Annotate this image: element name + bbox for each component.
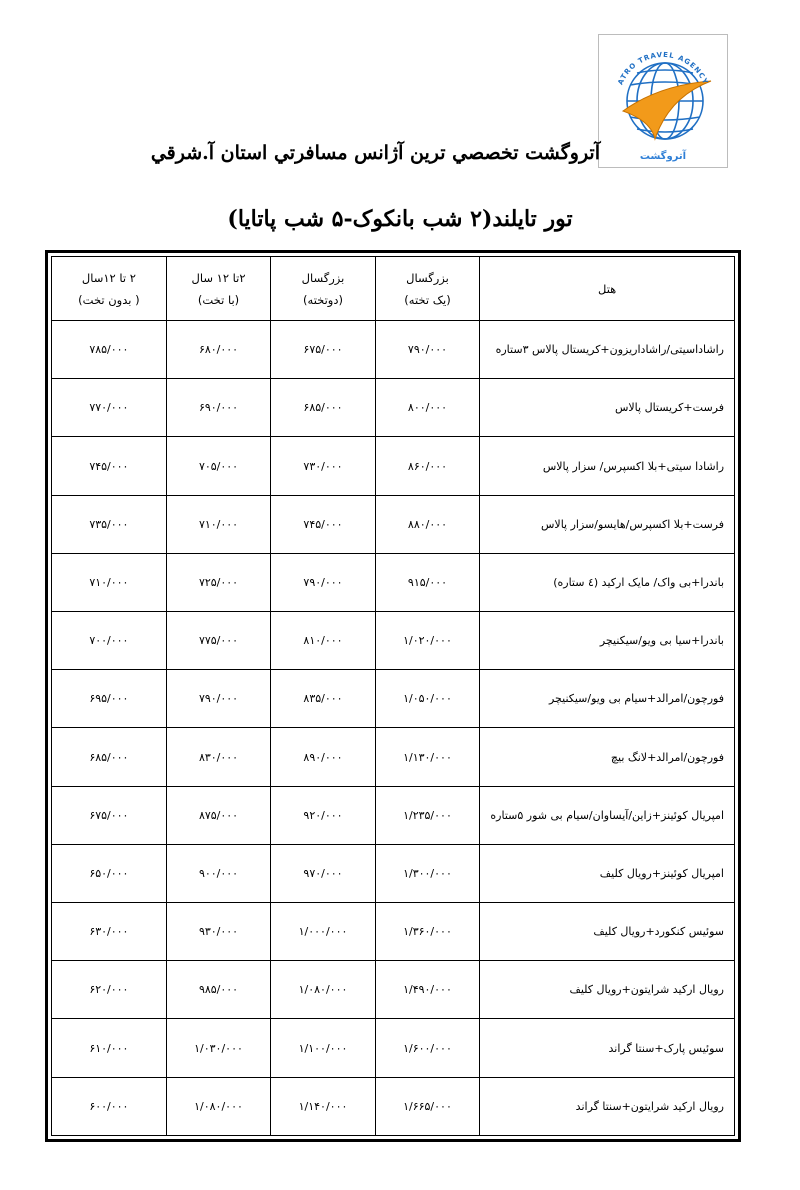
- price-child-no-bed: ۷۷۰/۰۰۰: [52, 379, 167, 437]
- price-child-no-bed: ۶۷۵/۰۰۰: [52, 786, 167, 844]
- table-row: [52, 1077, 735, 1135]
- agency-title: آتروگشت تخصصي ترين آژانس مسافرتي استان آ.شرقي: [150, 142, 600, 164]
- price-adult-double: ۸۹۰/۰۰۰: [271, 728, 375, 786]
- hotel-cell: فورچون/امرالد+لانگ بیچ: [480, 728, 735, 786]
- hotel-cell: باندرا+بی واک/ مایک ارکید (٤ ستاره): [480, 553, 735, 611]
- price-child-no-bed: ۶۹۵/۰۰۰: [52, 670, 167, 728]
- price-adult-single: ۱/۱۳۰/۰۰۰: [375, 728, 479, 786]
- price-adult-double: ۸۱۰/۰۰۰: [271, 612, 375, 670]
- price-adult-single: ۸۸۰/۰۰۰: [375, 495, 479, 553]
- price-adult-double: ۷۹۰/۰۰۰: [271, 553, 375, 611]
- hotel-cell: فرست+بلا اکسپرس/هایسو/سزار پالاس: [480, 495, 735, 553]
- header-sublabel: (یک تخته): [404, 292, 451, 307]
- table-row: [52, 495, 735, 553]
- price-child-with-bed: ۷۷۵/۰۰۰: [166, 612, 270, 670]
- hotel-cell: رویال ارکید شرایتون+رویال کلیف: [480, 961, 735, 1019]
- hotel-cell: باندرا+سیا بی ویو/سیکنیچر: [480, 612, 735, 670]
- table-row: [52, 379, 735, 437]
- price-child-with-bed: ۷۲۵/۰۰۰: [166, 553, 270, 611]
- table-row: [52, 321, 735, 379]
- table-row: [52, 553, 735, 611]
- price-child-with-bed: ۷۰۵/۰۰۰: [166, 437, 270, 495]
- tour-title: تور تايلند(۲ شب بانکوک-۵ شب پاتايا): [227, 206, 573, 232]
- table-row: [52, 728, 735, 786]
- price-adult-double: ۹۲۰/۰۰۰: [271, 786, 375, 844]
- price-child-no-bed: ۷۴۵/۰۰۰: [52, 437, 167, 495]
- header-sublabel: (با تخت): [197, 292, 240, 307]
- price-adult-double: ۱/۱۴۰/۰۰۰: [271, 1077, 375, 1135]
- price-child-no-bed: ۷۰۰/۰۰۰: [52, 612, 167, 670]
- price-table: [51, 256, 735, 1136]
- header-child-no-bed: [52, 257, 167, 321]
- logo-arc-text: ATRO TRAVEL AGENCY: [616, 50, 710, 87]
- price-adult-single: ۸۶۰/۰۰۰: [375, 437, 479, 495]
- hotel-cell: فورچون/امرالد+سیام بی ویو/سیکنیچر: [480, 670, 735, 728]
- price-child-with-bed: ۹۳۰/۰۰۰: [166, 903, 270, 961]
- table-row: [52, 903, 735, 961]
- price-adult-single: ۷۹۰/۰۰۰: [375, 321, 479, 379]
- price-child-with-bed: ۶۹۰/۰۰۰: [166, 379, 270, 437]
- header-sublabel: (دوتخته): [303, 292, 343, 307]
- price-child-with-bed: ۸۷۵/۰۰۰: [166, 786, 270, 844]
- price-child-with-bed: ۹۸۵/۰۰۰: [166, 961, 270, 1019]
- table-row: [52, 844, 735, 902]
- price-child-with-bed: ۹۰۰/۰۰۰: [166, 844, 270, 902]
- price-adult-double: ۸۳۵/۰۰۰: [271, 670, 375, 728]
- price-child-with-bed: ۸۳۰/۰۰۰: [166, 728, 270, 786]
- price-child-no-bed: ۷۳۵/۰۰۰: [52, 495, 167, 553]
- price-adult-double: ۱/۰۰۰/۰۰۰: [271, 903, 375, 961]
- table-row: [52, 437, 735, 495]
- price-child-with-bed: ۷۱۰/۰۰۰: [166, 495, 270, 553]
- price-adult-double: ۱/۰۸۰/۰۰۰: [271, 961, 375, 1019]
- table-header-row: [52, 257, 735, 321]
- header-label: ۲ تا ۱۲سال: [81, 270, 136, 285]
- header-label: ۲تا ۱۲ سال: [191, 270, 246, 285]
- hotel-cell: رویال ارکید شرایتون+سنتا گراند: [480, 1077, 735, 1135]
- price-adult-double: ۱/۱۰۰/۰۰۰: [271, 1019, 375, 1077]
- hotel-cell: امپریال کوئینز+زاین/آیساوان/سیام بی شور ۵ستاره: [480, 786, 735, 844]
- header-label: بزرگسال: [406, 270, 449, 285]
- header-hotel: هتل: [480, 257, 735, 321]
- price-adult-single: ۱/۲۳۵/۰۰۰: [375, 786, 479, 844]
- price-child-no-bed: ۶۳۰/۰۰۰: [52, 903, 167, 961]
- price-adult-double: ۷۳۰/۰۰۰: [271, 437, 375, 495]
- agency-logo: [598, 34, 728, 168]
- header-child-with-bed: [166, 257, 270, 321]
- price-child-with-bed: ۶۸۰/۰۰۰: [166, 321, 270, 379]
- price-adult-single: ۱/۶۰۰/۰۰۰: [375, 1019, 479, 1077]
- hotel-cell: سوئیس پارک+سنتا گراند: [480, 1019, 735, 1077]
- swoosh-icon: [623, 81, 711, 139]
- hotel-cell: راشادا سیتی+بلا اکسپرس/ سزار پالاس: [480, 437, 735, 495]
- price-adult-double: ۶۸۵/۰۰۰: [271, 379, 375, 437]
- header-adult-single: [375, 257, 479, 321]
- svg-text:ATRO TRAVEL AGENCY: [616, 51, 709, 86]
- price-child-with-bed: ۱/۰۸۰/۰۰۰: [166, 1077, 270, 1135]
- price-child-no-bed: ۶۱۰/۰۰۰: [52, 1019, 167, 1077]
- logo-caption: آتروگشت: [639, 151, 687, 162]
- price-adult-single: ۱/۴۹۰/۰۰۰: [375, 961, 479, 1019]
- price-adult-single: ۸۰۰/۰۰۰: [375, 379, 479, 437]
- price-adult-single: ۱/۰۲۰/۰۰۰: [375, 612, 479, 670]
- table-row: [52, 1019, 735, 1077]
- price-adult-double: ۷۴۵/۰۰۰: [271, 495, 375, 553]
- table-row: [52, 786, 735, 844]
- price-child-no-bed: ۶۲۰/۰۰۰: [52, 961, 167, 1019]
- price-child-no-bed: ۶۰۰/۰۰۰: [52, 1077, 167, 1135]
- price-adult-single: ۱/۶۶۵/۰۰۰: [375, 1077, 479, 1135]
- header-sublabel: ( بدون تخت): [78, 292, 140, 307]
- hotel-cell: راشاداسیتی/راشاداریزون+کریستال پالاس ۳ستاره: [480, 321, 735, 379]
- table-row: [52, 612, 735, 670]
- hotel-cell: امپریال کوئینز+رویال کلیف: [480, 844, 735, 902]
- price-adult-single: ۹۱۵/۰۰۰: [375, 553, 479, 611]
- price-adult-single: ۱/۰۵۰/۰۰۰: [375, 670, 479, 728]
- price-adult-single: ۱/۳۶۰/۰۰۰: [375, 903, 479, 961]
- price-child-with-bed: ۱/۰۳۰/۰۰۰: [166, 1019, 270, 1077]
- table-row: [52, 961, 735, 1019]
- price-child-no-bed: ۷۱۰/۰۰۰: [52, 553, 167, 611]
- header-adult-double: [271, 257, 375, 321]
- header-label: بزرگسال: [301, 270, 345, 285]
- price-child-no-bed: ۷۸۵/۰۰۰: [52, 321, 167, 379]
- price-adult-double: ۶۷۵/۰۰۰: [271, 321, 375, 379]
- table-row: [52, 670, 735, 728]
- hotel-cell: فرست+کریستال پالاس: [480, 379, 735, 437]
- price-adult-double: ۹۷۰/۰۰۰: [271, 844, 375, 902]
- price-table-frame: [45, 250, 741, 1142]
- price-adult-single: ۱/۳۰۰/۰۰۰: [375, 844, 479, 902]
- price-child-with-bed: ۷۹۰/۰۰۰: [166, 670, 270, 728]
- price-child-no-bed: ۶۵۰/۰۰۰: [52, 844, 167, 902]
- hotel-cell: سوئیس کنکورد+رویال کلیف: [480, 903, 735, 961]
- price-child-no-bed: ۶۸۵/۰۰۰: [52, 728, 167, 786]
